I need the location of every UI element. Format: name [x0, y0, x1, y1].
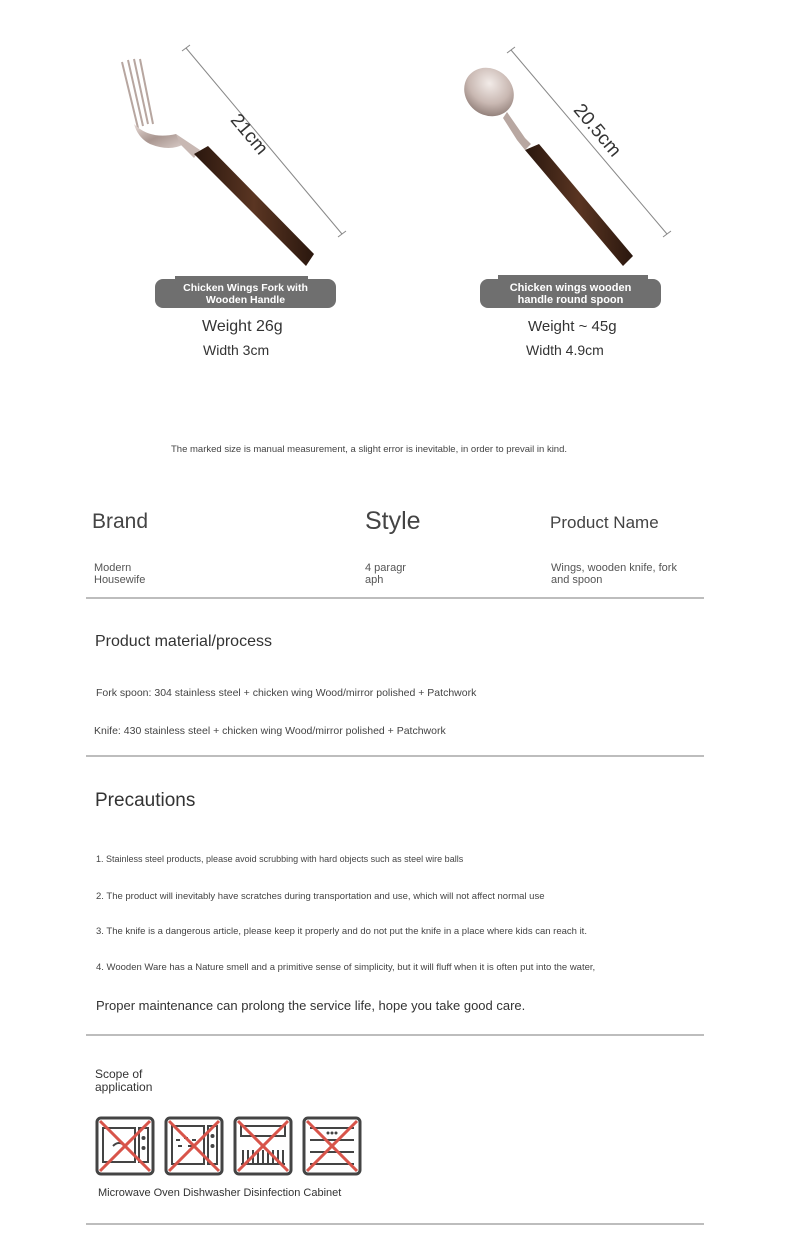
dishwasher-icon — [164, 1116, 224, 1176]
precautions-closing: Proper maintenance can prolong the service life, hope you take good care. — [96, 998, 526, 1013]
brand-value-line2: Housewife — [94, 574, 146, 586]
divider — [86, 1034, 704, 1036]
scope-title — [95, 1068, 152, 1094]
scope-title-line1: Scope of — [95, 1067, 143, 1081]
style-value-line1: 4 paragr — [365, 562, 406, 574]
style-value — [365, 562, 406, 586]
product-name-line1: Wings, wooden knife, fork — [551, 562, 677, 574]
product-name-line2: and spoon — [551, 574, 603, 586]
spoon-name-badge — [480, 279, 661, 308]
precaution-item-2: 2. The product will inevitably have scratches during transportation and use, which will not affect normal use — [96, 891, 545, 902]
microwave-icon — [95, 1116, 155, 1176]
measurement-note: The marked size is manual measurement, a slight error is inevitable, in order to prevail in kind. — [171, 444, 568, 455]
product-name-value — [551, 562, 677, 586]
divider — [86, 1223, 704, 1225]
fork-image — [110, 40, 360, 280]
spoon-name-line2: handle round spoon — [517, 293, 624, 306]
scope-caption: Microwave Oven Dishwasher Disinfection Cabinet — [98, 1187, 342, 1199]
material-title: Product material/process — [95, 633, 272, 650]
style-label: Style — [365, 507, 421, 535]
product-name-label: Product Name — [550, 513, 659, 532]
material-line-1: Fork spoon: 304 stainless steel + chicken wing Wood/mirror polished + Patchwork — [96, 687, 477, 699]
precaution-item-4: 4. Wooden Ware has a Nature smell and a primitive sense of simplicity, but it will fluff when it is often put into the water, — [96, 962, 596, 973]
dish-rack-icon — [233, 1116, 293, 1176]
brand-value-line1: Modern — [94, 562, 132, 574]
spoon-name-line1: Chicken wings wooden — [509, 281, 632, 294]
fork-name-line1: Chicken Wings Fork with — [183, 281, 308, 294]
spoon-width: Width 4.9cm — [526, 342, 604, 358]
fork-width: Width 3cm — [203, 342, 270, 358]
fork-length-label: 21cm — [225, 110, 272, 160]
style-value-line2: aph — [365, 574, 384, 586]
fork-name-badge — [155, 279, 336, 308]
spoon-weight: Weight ~ 45g — [528, 318, 617, 335]
spoon-length-label: 20.5cm — [568, 100, 626, 162]
scope-title-line2: application — [95, 1080, 153, 1094]
precautions-title: Precautions — [95, 790, 196, 811]
fork-name-line2: Wooden Handle — [205, 293, 286, 306]
precaution-item-3: 3. The knife is a dangerous article, please keep it properly and do not put the knife in a place where kids can reach it. — [96, 926, 587, 937]
brand-label: Brand — [92, 510, 149, 533]
divider — [86, 755, 704, 757]
material-line-2: Knife: 430 stainless steel + chicken wing Wood/mirror polished + Patchwork — [94, 725, 446, 737]
divider — [86, 597, 704, 599]
brand-value — [94, 562, 145, 586]
spoon-image — [455, 40, 685, 280]
disinfection-cabinet-icon — [302, 1116, 362, 1176]
fork-weight: Weight 26g — [202, 318, 283, 335]
precaution-item-1: 1. Stainless steel products, please avoid scrubbing with hard objects such as steel wire balls — [96, 854, 464, 864]
